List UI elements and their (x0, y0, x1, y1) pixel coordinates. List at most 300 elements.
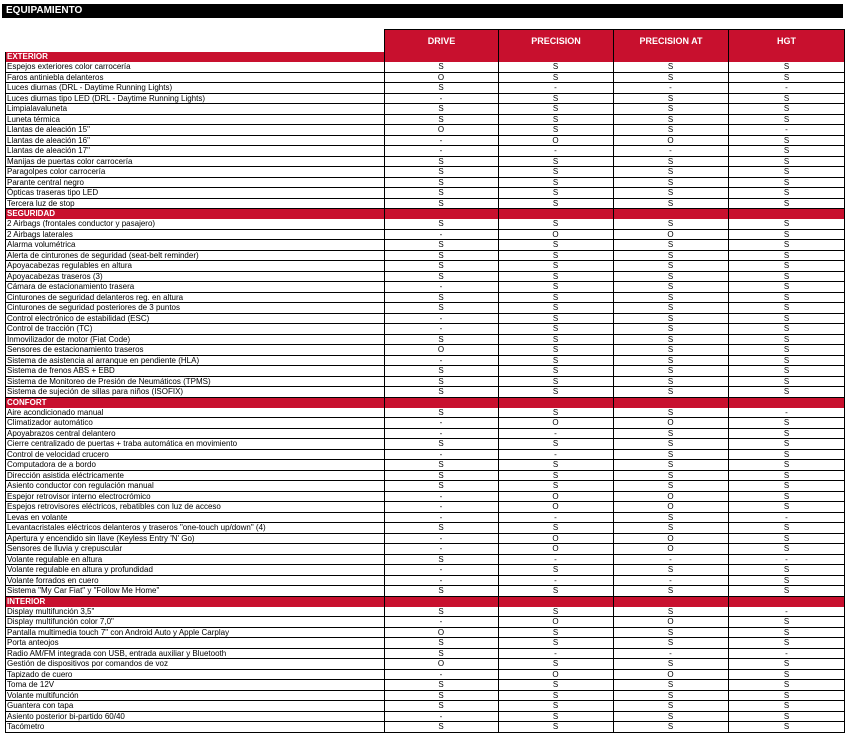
feature-label: Ópticas traseras tipo LED (7, 188, 99, 197)
cell-precision: S (552, 292, 559, 302)
cell-hgt: S (783, 282, 790, 291)
cell-drive: S (438, 292, 444, 302)
table-row (5, 565, 844, 576)
cell-precision-at: S (667, 449, 674, 459)
table-row (5, 377, 844, 388)
cell-precision: S (552, 722, 559, 731)
feature-label: Apoyacabezas traseros (3) (7, 271, 103, 281)
cell-precision-at: S (667, 240, 674, 249)
table-row (5, 83, 844, 94)
section-header-exterior: EXTERIOR (5, 52, 844, 62)
cell-precision: S (552, 690, 559, 700)
cell-precision-at: - (669, 554, 672, 564)
cell-drive: - (439, 282, 443, 291)
feature-label: Espejos retrovisores eléctricos, rebatibles con luz de acceso (7, 502, 221, 511)
cell-precision: - (554, 648, 557, 658)
cell-drive: S (438, 523, 444, 532)
cell-precision: S (552, 271, 559, 281)
cell-precision-at: S (667, 586, 674, 595)
cell-hgt: S (783, 188, 790, 197)
feature-label: Manijas de puertas color carrocería (7, 156, 133, 166)
cell-precision-at: S (667, 250, 674, 260)
cell-drive: S (438, 114, 444, 124)
feature-label: Levantacristales eléctricos delanteros y traseros "one-touch up/down" (4) (7, 523, 266, 532)
feature-label: Sensores de lluvia y crepuscular (7, 544, 123, 553)
cell-precision: S (552, 219, 559, 228)
cell-drive: S (438, 376, 444, 386)
feature-label: Cierre centralizado de puertas + traba automática en movimiento (7, 439, 238, 448)
cell-drive: - (439, 575, 443, 585)
cell-drive: S (438, 104, 444, 113)
cell-precision: S (552, 460, 559, 469)
cell-precision: S (552, 156, 559, 166)
cell-precision: S (552, 680, 559, 689)
feature-label: Cinturones de seguridad posteriores de 3 puntos (7, 303, 180, 312)
cell-precision-at: S (667, 366, 674, 375)
cell-drive: S (438, 177, 444, 187)
cell-drive: S (438, 586, 444, 595)
feature-label: Faros antiniebla delanteros (7, 72, 104, 82)
feature-label: 2 Airbags laterales (7, 229, 73, 239)
cell-precision: S (552, 114, 559, 124)
table-row (5, 649, 844, 660)
cell-hgt: - (785, 125, 788, 134)
cell-precision-at: - (669, 83, 672, 92)
cell-precision: S (552, 104, 559, 113)
table-row (5, 544, 844, 555)
cell-drive: S (438, 606, 444, 616)
feature-label: Espejor retrovisor interno electrocrómico (7, 491, 151, 501)
cell-drive: S (438, 198, 444, 208)
cell-hgt: S (783, 491, 790, 501)
cell-precision: S (552, 167, 559, 176)
feature-label: Asiento conductor con regulación manual (7, 481, 154, 490)
cell-precision: S (552, 481, 559, 490)
table-row (5, 628, 844, 639)
table-row (5, 282, 844, 293)
cell-precision-at: S (667, 345, 674, 354)
cell-precision-at: S (667, 711, 674, 721)
feature-label: Volante forrados en cuero (7, 575, 99, 585)
table-row (5, 230, 844, 241)
feature-label: Control electrónico de estabilidad (ESC) (7, 313, 150, 323)
cell-drive: - (439, 146, 443, 155)
cell-precision-at: S (667, 407, 674, 417)
table-row (5, 94, 844, 105)
cell-drive: - (439, 533, 443, 543)
cell-hgt: S (783, 114, 790, 124)
cell-hgt: - (785, 407, 788, 417)
feature-label: Llantas de aleación 16" (7, 135, 90, 145)
cell-precision: S (552, 586, 559, 595)
table-row (5, 638, 844, 649)
cell-hgt: S (783, 701, 790, 710)
cell-drive: S (438, 407, 444, 417)
cell-drive: O (437, 627, 445, 637)
cell-hgt: S (783, 334, 790, 344)
cell-hgt: S (783, 523, 790, 532)
cell-precision: - (554, 554, 557, 564)
cell-drive: O (437, 72, 445, 82)
cell-precision-at: S (667, 627, 674, 637)
table-row (5, 178, 844, 189)
cell-hgt: S (783, 544, 790, 553)
feature-label: Radio AM/FM integrada con USB, entrada auxiliar y Bluetooth (7, 648, 227, 658)
table-row (5, 356, 844, 367)
table-row (5, 115, 844, 126)
feature-label: Porta anteojos (7, 638, 59, 647)
cell-hgt: S (783, 418, 790, 427)
cell-precision-at: S (667, 565, 674, 574)
cell-precision-at: O (667, 229, 674, 239)
table-row (5, 387, 844, 398)
cell-precision: S (552, 125, 559, 134)
feature-label: Climatizador automático (7, 418, 93, 427)
table-row (5, 240, 844, 251)
cell-precision-at: O (667, 533, 674, 543)
grid-line (613, 52, 614, 733)
feature-label: Cinturones de seguridad delanteros reg. en altura (7, 292, 184, 302)
cell-hgt: S (783, 502, 790, 511)
cell-drive: O (437, 659, 445, 668)
cell-precision: S (552, 188, 559, 197)
feature-label: Volante regulable en altura y profundidad (7, 565, 153, 574)
cell-precision-at: S (667, 387, 674, 396)
cell-precision: O (552, 533, 559, 543)
cell-drive: S (438, 680, 444, 689)
cell-hgt: S (783, 627, 790, 637)
column-header-hgt: HGT (728, 29, 845, 53)
cell-hgt: S (783, 292, 790, 302)
cell-precision-at: S (667, 282, 674, 291)
feature-label: Tapizado de cuero (7, 669, 73, 679)
cell-precision-at: S (667, 439, 674, 448)
table-row (5, 167, 844, 178)
cell-hgt: S (783, 460, 790, 469)
cell-precision-at: S (667, 512, 674, 522)
table-row (5, 481, 844, 492)
cell-precision-at: S (667, 722, 674, 731)
cell-precision: - (554, 428, 557, 438)
cell-precision-at: S (667, 271, 674, 281)
table-row (5, 62, 844, 73)
table-row (5, 408, 844, 419)
cell-drive: - (439, 711, 443, 721)
cell-drive: - (439, 428, 443, 438)
cell-hgt: S (783, 638, 790, 647)
cell-precision: S (552, 565, 559, 574)
table-row (5, 303, 844, 314)
cell-drive: O (437, 125, 445, 134)
cell-precision-at: S (667, 62, 674, 71)
cell-drive: - (439, 313, 443, 323)
cell-drive: S (438, 240, 444, 249)
grid-line (5, 52, 6, 733)
cell-drive: S (438, 701, 444, 710)
cell-precision-at: S (667, 481, 674, 490)
feature-label: Pantalla multimedia touch 7" con Android Auto y Apple Carplay (7, 627, 230, 637)
cell-hgt: S (783, 722, 790, 731)
feature-label: Sistema de Monitoreo de Presión de Neumáticos (TPMS) (7, 376, 211, 386)
feature-label: Dirección asistida eléctricamente (7, 470, 124, 480)
cell-precision: S (552, 387, 559, 396)
cell-hgt: S (783, 146, 790, 155)
cell-hgt: - (785, 512, 788, 522)
section-header-seguridad: SEGURIDAD (5, 209, 844, 219)
cell-drive: - (439, 135, 443, 145)
cell-precision-at: S (667, 376, 674, 386)
feature-label: Tacómetro (7, 722, 45, 731)
cell-precision: - (554, 512, 557, 522)
cell-precision-at: S (667, 303, 674, 312)
cell-precision: - (554, 575, 557, 585)
table-row (5, 534, 844, 545)
feature-label: Tercera luz de stop (7, 198, 75, 208)
feature-label: Volante regulable en altura (7, 554, 103, 564)
cell-precision-at: - (669, 648, 672, 658)
column-header-precision-at: PRECISION AT (613, 29, 729, 53)
cell-hgt: S (783, 177, 790, 187)
cell-drive: S (438, 648, 444, 658)
section-header-confort: CONFORT (5, 398, 844, 408)
cell-drive: S (438, 722, 444, 731)
grid-line (384, 52, 385, 733)
cell-precision-at: S (667, 606, 674, 616)
feature-label: Paragolpes color carrocería (7, 167, 106, 176)
table-row (5, 439, 844, 450)
cell-hgt: S (783, 376, 790, 386)
cell-precision-at: S (667, 261, 674, 270)
cell-drive: S (438, 261, 444, 270)
cell-precision: S (552, 240, 559, 249)
cell-precision: O (552, 502, 559, 511)
cell-hgt: S (783, 135, 790, 145)
cell-hgt: S (783, 533, 790, 543)
cell-precision: S (552, 72, 559, 82)
cell-hgt: S (783, 345, 790, 354)
feature-label: Sistema de asistencia al arranque en pendiente (HLA) (7, 355, 200, 365)
table-row (5, 607, 844, 618)
cell-precision: S (552, 407, 559, 417)
cell-hgt: S (783, 156, 790, 166)
cell-precision: S (552, 638, 559, 647)
cell-precision-at: S (667, 460, 674, 469)
cell-drive: S (438, 460, 444, 469)
cell-precision: S (552, 659, 559, 668)
cell-hgt: S (783, 62, 790, 71)
cell-drive: S (438, 62, 444, 71)
cell-precision-at: O (667, 544, 674, 553)
cell-precision-at: S (667, 470, 674, 480)
cell-precision-at: S (667, 638, 674, 647)
cell-hgt: S (783, 250, 790, 260)
cell-precision-at: - (669, 575, 672, 585)
cell-precision: S (552, 701, 559, 710)
cell-hgt: S (783, 617, 790, 626)
table-row (5, 513, 844, 524)
cell-drive: S (438, 219, 444, 228)
cell-hgt: S (783, 72, 790, 82)
feature-label: Sensores de estacionamiento traseros (7, 345, 144, 354)
cell-hgt: S (783, 366, 790, 375)
cell-hgt: S (783, 387, 790, 396)
cell-hgt: S (783, 240, 790, 249)
cell-precision-at: S (667, 680, 674, 689)
cell-precision-at: S (667, 93, 674, 103)
table-row (5, 722, 844, 733)
cell-precision: - (554, 83, 557, 92)
cell-precision: S (552, 198, 559, 208)
cell-precision: S (552, 355, 559, 365)
cell-precision-at: S (667, 198, 674, 208)
feature-label: Cámara de estacionamiento trasera (7, 282, 135, 291)
cell-hgt: S (783, 313, 790, 323)
cell-precision: O (552, 669, 559, 679)
cell-drive: - (439, 544, 443, 553)
table-row (5, 691, 844, 702)
cell-precision: S (552, 177, 559, 187)
cell-drive: S (438, 366, 444, 375)
column-header-drive: DRIVE (384, 29, 499, 53)
column-header-precision: PRECISION (498, 29, 614, 53)
cell-precision-at: S (667, 125, 674, 134)
feature-label: Llantas de aleación 15" (7, 125, 90, 134)
cell-precision: S (552, 470, 559, 480)
grid-line (728, 52, 729, 733)
feature-label: Luces diurnas (DRL - Daytime Running Lights) (7, 83, 173, 92)
cell-drive: - (439, 502, 443, 511)
cell-drive: - (439, 229, 443, 239)
feature-label: Llantas de aleación 17" (7, 146, 90, 155)
cell-precision-at: S (667, 324, 674, 333)
cell-hgt: S (783, 428, 790, 438)
cell-precision-at: S (667, 428, 674, 438)
cell-hgt: S (783, 470, 790, 480)
cell-hgt: - (785, 606, 788, 616)
cell-precision: S (552, 313, 559, 323)
feature-label: Toma de 12V (7, 680, 55, 689)
table-row (5, 502, 844, 513)
feature-label: Alerta de cinturones de seguridad (seat-belt reminder) (7, 250, 199, 260)
cell-precision-at: O (667, 418, 674, 427)
grid-line (844, 52, 845, 733)
table-row (5, 555, 844, 566)
cell-hgt: S (783, 93, 790, 103)
cell-hgt: S (783, 355, 790, 365)
table-row (5, 418, 844, 429)
cell-precision-at: S (667, 690, 674, 700)
cell-drive: - (439, 418, 443, 427)
feature-label: Control de tracción (TC) (7, 324, 93, 333)
cell-precision: S (552, 250, 559, 260)
section-header-interior: INTERIOR (5, 597, 844, 607)
table-row (5, 617, 844, 628)
feature-label: Sistema de frenos ABS + EBD (7, 366, 115, 375)
table-row (5, 146, 844, 157)
table-row (5, 366, 844, 377)
cell-hgt: - (785, 648, 788, 658)
cell-drive: S (438, 387, 444, 396)
cell-hgt: - (785, 83, 788, 92)
feature-label: Aire acondicionado manual (7, 407, 104, 417)
cell-precision-at: O (667, 617, 674, 626)
cell-precision: S (552, 261, 559, 270)
table-row (5, 576, 844, 587)
cell-hgt: S (783, 271, 790, 281)
cell-hgt: S (783, 690, 790, 700)
page-title: EQUIPAMIENTO (6, 5, 83, 16)
feature-label: Alarma volumétrica (7, 240, 76, 249)
table-row (5, 251, 844, 262)
table-row (5, 680, 844, 691)
cell-hgt: S (783, 261, 790, 270)
cell-precision-at: S (667, 114, 674, 124)
cell-precision-at: S (667, 177, 674, 187)
feature-label: Display multifunción color 7,0" (7, 617, 114, 626)
cell-drive: - (439, 512, 443, 522)
cell-drive: - (439, 355, 443, 365)
cell-drive: - (439, 669, 443, 679)
cell-drive: S (438, 690, 444, 700)
table-row (5, 125, 844, 136)
grid-line (498, 52, 499, 733)
feature-label: Apertura y encendido sin llave (Keyless Entry 'N' Go) (7, 533, 195, 543)
table-row (5, 429, 844, 440)
feature-label: Volante multifunción (7, 690, 79, 700)
feature-label: 2 Airbags (frontales conductor y pasajero) (7, 219, 156, 228)
cell-hgt: S (783, 659, 790, 668)
cell-precision-at: S (667, 313, 674, 323)
table-row (5, 219, 844, 230)
feature-label: Espejos exteriores color carrocería (7, 62, 131, 71)
cell-hgt: S (783, 167, 790, 176)
cell-precision: S (552, 62, 559, 71)
cell-precision: S (552, 345, 559, 354)
feature-label: Apoyacabezas regulables en altura (7, 261, 132, 270)
cell-hgt: S (783, 219, 790, 228)
cell-hgt: S (783, 324, 790, 333)
cell-drive: S (438, 638, 444, 647)
cell-precision: S (552, 282, 559, 291)
table-row (5, 157, 844, 168)
table-row (5, 188, 844, 199)
table-row (5, 712, 844, 723)
cell-precision: O (552, 491, 559, 501)
cell-precision: S (552, 303, 559, 312)
cell-precision: S (552, 93, 559, 103)
feature-label: Display multifunción 3,5" (7, 606, 95, 616)
table-row (5, 199, 844, 210)
cell-precision: S (552, 439, 559, 448)
table-row (5, 450, 844, 461)
cell-drive: S (438, 250, 444, 260)
cell-precision-at: S (667, 355, 674, 365)
feature-label: Parante central negro (7, 177, 84, 187)
cell-drive: S (438, 439, 444, 448)
cell-precision: S (552, 711, 559, 721)
cell-drive: - (439, 617, 443, 626)
cell-drive: - (439, 93, 443, 103)
cell-drive: S (438, 554, 444, 564)
cell-drive: - (439, 324, 443, 333)
cell-drive: S (438, 303, 444, 312)
cell-precision-at: S (667, 188, 674, 197)
cell-hgt: S (783, 104, 790, 113)
title-bar (2, 4, 843, 18)
cell-drive: S (438, 271, 444, 281)
cell-precision: S (552, 606, 559, 616)
cell-precision-at: O (667, 669, 674, 679)
